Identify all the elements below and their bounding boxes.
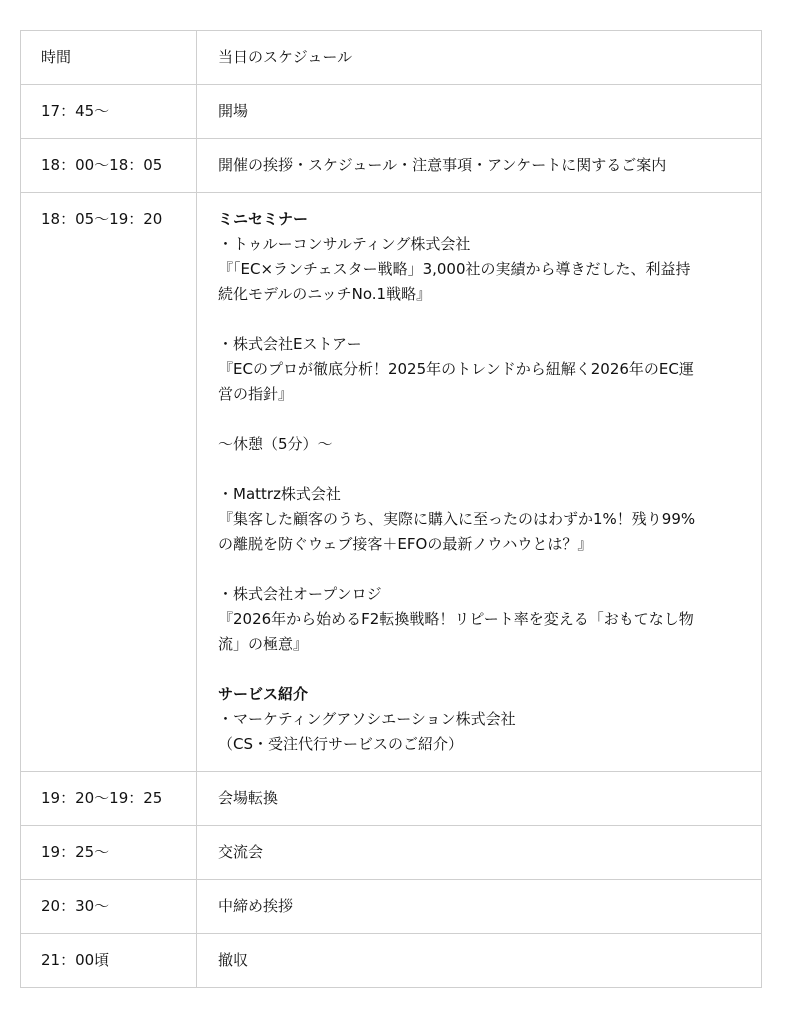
- spacer: [218, 407, 741, 432]
- speaker-company: ・株式会社Eストアー: [218, 335, 362, 353]
- schedule-header: 当日のスケジュール: [197, 31, 762, 85]
- table-row: [21, 772, 762, 826]
- table-header-row: [21, 31, 762, 85]
- content-cell: 会場転換: [197, 772, 762, 826]
- talk-title-cont: 続化モデルのニッチNo.1戦略』: [218, 285, 432, 303]
- time-cell: 17：45〜: [21, 85, 197, 139]
- time-cell: 20：30〜: [21, 880, 197, 934]
- time-cell: 19：20〜19：25: [21, 772, 197, 826]
- schedule-table: [20, 30, 762, 988]
- service-description: （CS・受注代行サービスのご紹介）: [218, 735, 463, 753]
- table-row-seminar: [21, 193, 762, 772]
- seminar-content-cell: [197, 193, 762, 772]
- table-row: [21, 826, 762, 880]
- spacer: [218, 457, 741, 482]
- talk-title: 『ECのプロが徹底分析！2025年のトレンドから紐解く2026年のEC運: [218, 360, 694, 378]
- seminar-title: ミニセミナー: [218, 210, 309, 228]
- content-cell: 中締め挨拶: [197, 880, 762, 934]
- table-row: [21, 139, 762, 193]
- service-title: サービス紹介: [218, 685, 309, 703]
- content-cell: 開場: [197, 85, 762, 139]
- speaker-company: ・トゥルーコンサルティング株式会社: [218, 235, 471, 253]
- talk-title: 『「EC×ランチェスター戦略」3,000社の実績から導きだした、利益持: [218, 260, 691, 278]
- spacer: [218, 307, 741, 332]
- time-cell: 18：05〜19：20: [21, 193, 197, 772]
- time-cell: 19：25〜: [21, 826, 197, 880]
- time-cell: 21：00頃: [21, 934, 197, 988]
- time-header: 時間: [21, 31, 197, 85]
- talk-title: 『集客した顧客のうち、実際に購入に至ったのはわずか1%！残り99%: [218, 510, 696, 528]
- table-row: [21, 880, 762, 934]
- content-cell: 撤収: [197, 934, 762, 988]
- talk-title: 『2026年から始めるF2転換戦略！リピート率を変える「おもてなし物: [218, 610, 694, 628]
- time-cell: 18：00〜18：05: [21, 139, 197, 193]
- service-company: ・マーケティングアソシエーション株式会社: [218, 710, 516, 728]
- talk-title-cont: 流」の極意』: [218, 635, 309, 653]
- content-cell: 開催の挨拶・スケジュール・注意事項・アンケートに関するご案内: [197, 139, 762, 193]
- content-cell: 交流会: [197, 826, 762, 880]
- talk-title-cont: の離脱を防ぐウェブ接客＋EFOの最新ノウハウとは？』: [218, 535, 593, 553]
- talk-title-cont: 営の指針』: [218, 385, 294, 403]
- break-label: 〜休憩（5分）〜: [218, 435, 333, 453]
- speaker-company: ・株式会社オープンロジ: [218, 585, 382, 603]
- table-row: [21, 934, 762, 988]
- spacer: [218, 557, 741, 582]
- speaker-company: ・Mattrz株式会社: [218, 485, 341, 503]
- table-row: [21, 85, 762, 139]
- spacer: [218, 657, 741, 682]
